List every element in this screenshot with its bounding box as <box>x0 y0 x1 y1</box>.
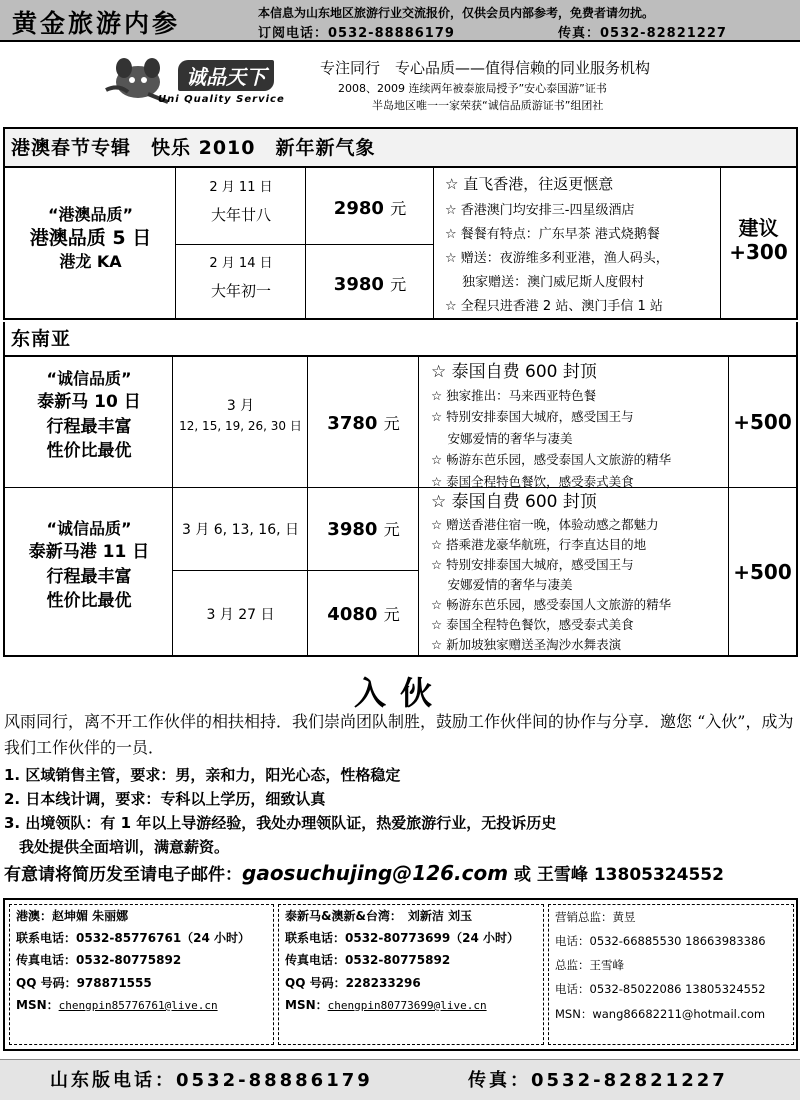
sea-product-2-features: ☆ 泰国自费 600 封顶 ☆ 赠送香港住宿一晚，体验动感之都魅力 ☆ 搭乘港龙豪华航班，行李直达目的地 ☆ 特别安排泰国大城府，感受国王与 安娜爱情的奢华与凄美 ☆ 畅游东芭乐园，感受泰国人文旅游的精华 ☆ 泰国全程特色餐饮，感受泰式美食 ☆ 新加坡独家赠送圣淘沙水舞表演 <box>431 492 672 652</box>
sea-product-1-feature-head: ☆ 泰国自费 600 封顶 <box>431 362 597 382</box>
hk-product-table <box>3 166 798 320</box>
sea-product-2-price-1: 3980 元 <box>327 519 400 540</box>
sea-product-1-name: “诚信品质” 泰新马 10 日 行程最丰富 性价比最优 <box>37 369 141 462</box>
msn-link-sea[interactable]: chengpin80773699@live.cn <box>327 998 487 1012</box>
sea-product-2-departure-1: 3 月 6, 13, 16, 日 <box>181 522 300 538</box>
top-bar <box>0 0 800 42</box>
job-requirement-2: 2. 日本线计调，要求：专科以上学历，细致认真 <box>4 790 326 808</box>
certificate-line-2: 半岛地区唯一一家荣获“诚信品质游证书”组团社 <box>372 99 604 112</box>
sea-product-1-features: ☆ 泰国自费 600 封顶 ☆ 独家推出：马来西亚特色餐 ☆ 特别安排泰国大城府，感受国王与 安娜爱情的奢华与凄美 ☆ 畅游东芭乐园，感受泰国人文旅游的精华 ☆ 泰国全程特色餐饮，感受泰式美食 <box>431 362 672 489</box>
order-phone: 订阅电话：0532-88886179 <box>258 26 455 41</box>
job-requirement-4: 我处提供全面培训，满意薪资。 <box>4 838 230 856</box>
resume-email-link[interactable]: gaosuchujing@126.com <box>242 861 509 885</box>
logo-subtitle: Uni Quality Service <box>158 94 285 105</box>
hk-surcharge: 建议 +300 <box>729 216 788 264</box>
sea-product-1-surcharge: +500 <box>733 410 792 434</box>
contact-management: 营销总监：黄昱 电话：0532-66885530 18663983386 总监：王雪峰 电话：0532-85022086 13805324552 MSN：wang86682211@hotmail.com <box>548 904 794 1045</box>
sea-section-title: 东南亚 <box>3 322 798 356</box>
header-fax: 传真：0532-82821227 <box>558 26 727 41</box>
msn-link-hk[interactable]: chengpin85776761@live.cn <box>58 998 218 1012</box>
hk-price-2: 3980 元 <box>333 274 407 295</box>
footer-phone: 山东版电话：0532-88886179 <box>50 1070 373 1091</box>
contact-hk: 港澳：赵坤媚 朱丽娜 联系电话：0532-85776761（24 小时） 传真电话：0532-80775892 QQ 号码：978871555 MSN：chengpin85776761@live.cn <box>9 904 274 1045</box>
hk-section-title: 港澳春节专辑 快乐 2010 新年新气象 <box>3 127 798 167</box>
publication-title: 黄金旅游内参 <box>12 9 181 38</box>
hk-feature-2: ☆ 香港澳门均安排三-四星级酒店 <box>445 202 635 218</box>
footer-fax: 传真：0532-82821227 <box>468 1070 728 1091</box>
hk-feature-1: ☆ 直飞香港，往返更惬意 <box>445 175 614 193</box>
contact-section <box>3 898 798 1051</box>
sea-product-1-dates: 3 月 12, 15, 19, 26, 30 日 <box>179 398 302 434</box>
company-logo <box>98 52 318 112</box>
footer <box>0 1059 800 1100</box>
hk-price-1: 2980 元 <box>333 198 407 219</box>
sea-product-2-surcharge: +500 <box>733 560 792 584</box>
sea-product-2-feature-head: ☆ 泰国自费 600 封顶 <box>431 492 597 512</box>
job-requirement-1: 1. 区域销售主管，要求：男，亲和力，阳光心态，性格稳定 <box>4 766 401 784</box>
sea-product-2-name: “诚信品质” 泰新马港 11 日 行程最丰富 性价比最优 <box>28 519 150 612</box>
sea-product-table <box>3 355 798 657</box>
contact-sea: 泰新马&澳新&台湾： 刘新洁 刘玉 联系电话：0532-80773699（24 小时） 传真电话：0532-80775892 QQ 号码：228233296 MSN：chengpin80773699@live.cn <box>278 904 544 1045</box>
resume-email-line: 有意请将简历发至请电子邮件：gaosuchujing@126.com 或 王雪峰 13805324552 <box>4 861 724 885</box>
hk-features <box>445 171 669 319</box>
hk-departure-2: 2 月 14 日 大年初一 <box>209 256 273 300</box>
hk-feature-4: ☆ 赠送：夜游维多利亚港，渔人码头， <box>445 250 669 266</box>
certificate-line-1: 2008、2009 连续两年被泰旅局授予”安心泰国游”证书 <box>338 82 607 95</box>
join-title: 入伙 <box>353 674 446 712</box>
hk-feature-5: 独家赠送：澳门威尼斯人度假村 <box>445 274 645 290</box>
sea-product-2-price-2: 4080 元 <box>327 604 400 625</box>
job-requirement-3: 3. 出境领队：有 1 年以上导游经验，我处办理领队证，热爱旅游行业，无投诉历史 <box>4 814 557 832</box>
hk-product-name: “港澳品质” 港澳品质 5 日 港龙 KA <box>29 205 152 272</box>
hk-departure-1: 2 月 11 日 大年廿八 <box>209 180 273 224</box>
sea-product-2-departure-2: 3 月 27 日 <box>206 607 275 623</box>
order-phone-line <box>258 22 727 41</box>
logo-text: 诚品天下 <box>178 60 274 91</box>
hk-feature-6: ☆ 全程只进香港 2 站、澳门手信 1 站 <box>445 298 663 314</box>
msn-management[interactable]: MSN：wang86682211@hotmail.com <box>555 1006 766 1021</box>
hk-feature-3: ☆ 餐餐有特点：广东早茶 港式烧鹅餐 <box>445 226 660 242</box>
member-notice: 本信息为山东地区旅游行业交流报价，仅供会员内部参考，免费者请勿扰。 <box>258 6 655 20</box>
join-paragraph: 风雨同行，离不开工作伙伴的相扶相持．我们崇尚团队制胜，鼓励工作伙伴间的协作与分享．邀您 “入伙”，成为我们工作伙伴的一员． <box>4 712 794 757</box>
slogan: 专注同行 专心品质——值得信赖的同业服务机构 <box>320 59 651 77</box>
sea-product-1-price: 3780 元 <box>327 413 400 434</box>
